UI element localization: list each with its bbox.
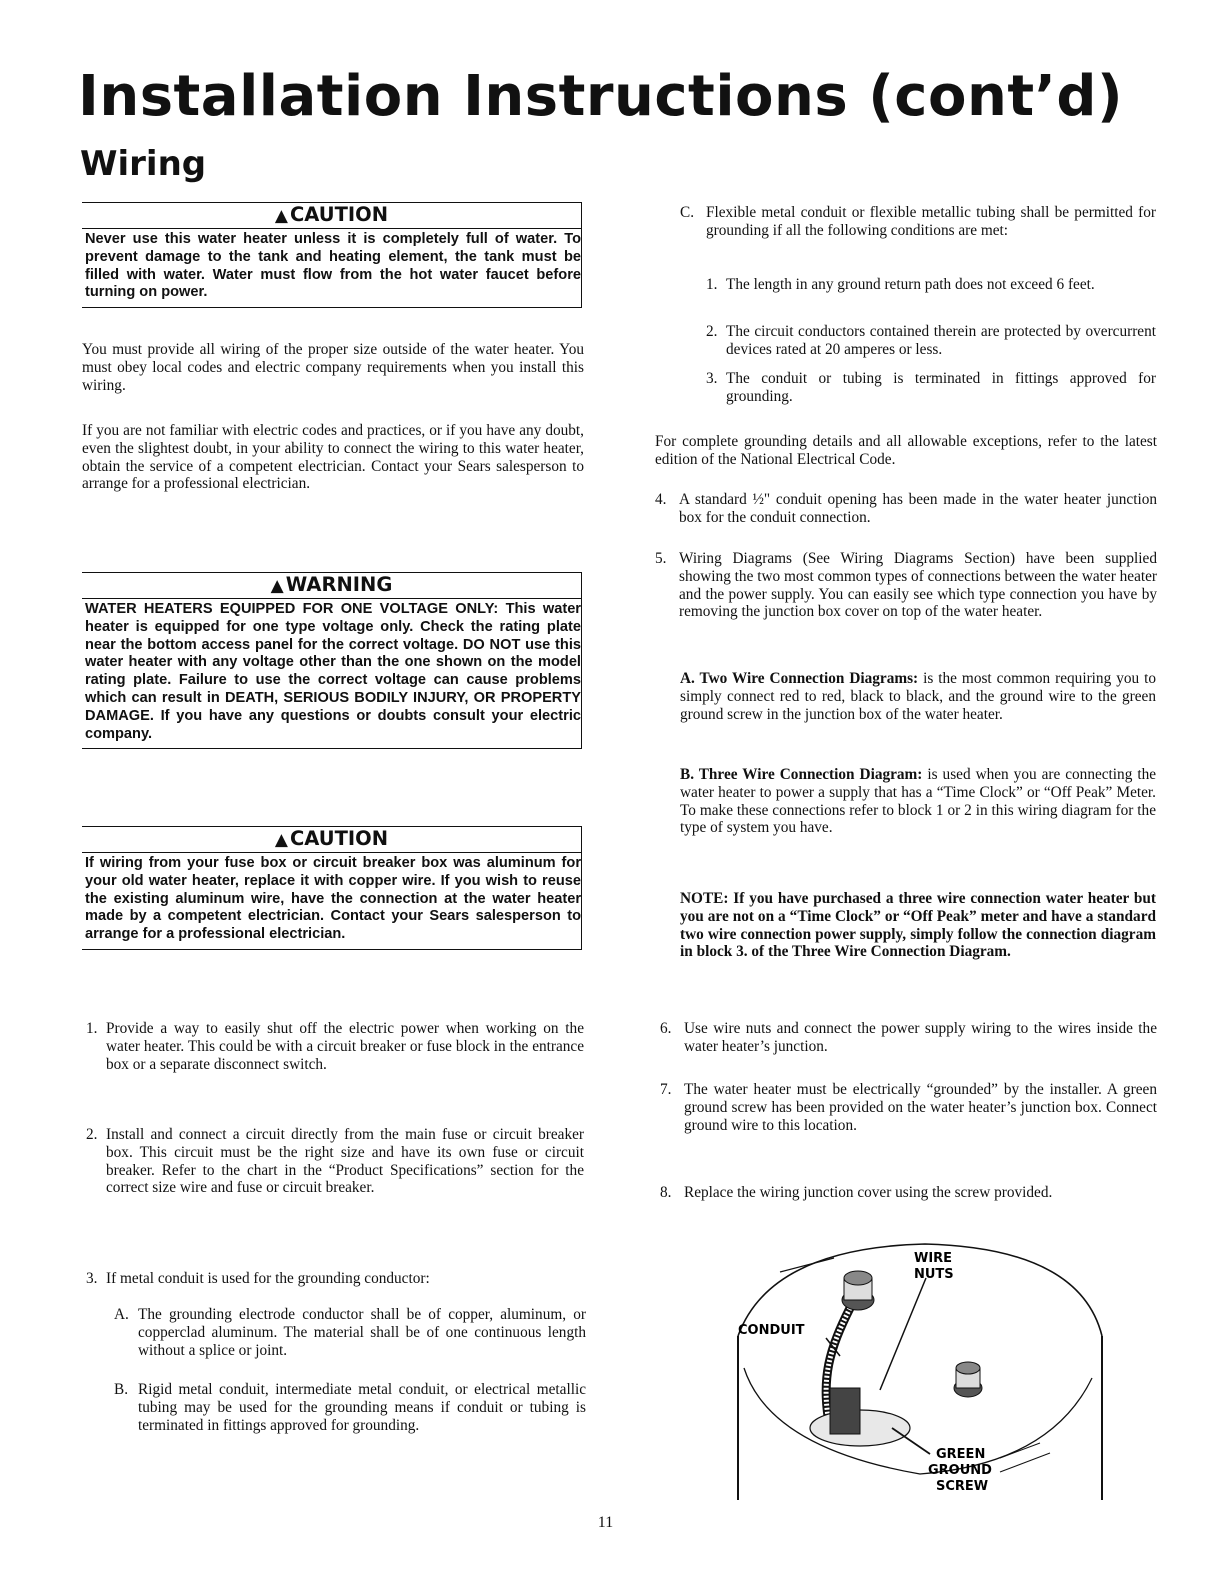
list-item: 4. A standard ½" conduit opening has been made in the water heater junction box for the conduit connection. [655,491,1157,526]
note-paragraph: NOTE: If you have purchased a three wire connection water heater but you are not on a “Time Clock” or “Off Peak” meter and have a standard two wire connection power supply, simply follow the connection diagram in block 3. of the Three Wire Connection Diagram. [680,890,1156,961]
list-item: 6. Use wire nuts and connect the power supply wiring to the wires inside the water heater’s junction. [660,1020,1157,1055]
list-item: C. Flexible metal conduit or flexible metallic tubing shall be permitted for grounding if all the following conditions are met: [680,204,1156,239]
list-item: 8. Replace the wiring junction cover using the screw provided. [660,1184,1053,1201]
warning-box [82,572,582,749]
list-item: A. The grounding electrode conductor shall be of copper, aluminum, or copperclad aluminum. The material shall be of one continuous length without a splice or joint. [114,1306,586,1359]
caution-label: CAUTION [289,827,389,850]
list-item: B. Rigid metal conduit, intermediate metal conduit, or electrical metallic tubing may be used for the grounding means if conduit or tubing is terminated in fittings approved for grounding. [114,1381,586,1434]
list-item: 3. The conduit or tubing is terminated in fittings approved for grounding. [706,370,1156,405]
wire-nut-fitting [842,1271,874,1310]
nec-paragraph: For complete grounding details and all allowable exceptions, refer to the latest edition of the National Electrical Code. [655,433,1157,468]
screw-label: SCREW [936,1479,989,1494]
electrician-paragraph: If you are not familiar with electric codes and practices, or if you have any doubt, even the slightest doubt, in your ability to connect the wiring to this water heater, obtain the service of a competent electrician. Contact your Sears salesperson to arrange for a professional electrician. [82,422,584,493]
wire-nut-fitting [954,1362,982,1397]
ground-label: GROUND [928,1463,992,1478]
wire-label: WIRE [914,1251,953,1266]
wiring-requirements-paragraph: You must provide all wiring of the proper size outside of the water heater. You must obey local codes and electric company requirements when you install this wiring. [82,341,584,394]
three-wire-paragraph: B. Three Wire Connection Diagram: is used when you are connecting the water heater to power a supply that has a “Time Clock” or “Off Peak” Meter. To make these connections refer to block 1 or 2 in this wiring diagram for the type of system you have. [680,766,1157,837]
list-item: 7. The water heater must be electrically “grounded” by the installer. A green ground screw has been provided on the water heater’s junction box. Connect ground wire to this location. [660,1081,1157,1134]
warning-label: WARNING [285,573,393,596]
list-item: 5. Wiring Diagrams (See Wiring Diagrams Section) have been supplied showing the two most common types of connections between the water heater and the power supply. You can easily see which type connection you have by removing the junction box cover on top of the water heater. [655,550,1157,621]
page-number: 11 [597,1514,614,1531]
list-item: 2. Install and connect a circuit directly from the main fuse or circuit breaker box. This circuit must be the right size and have its own fuse or circuit breaker. Refer to the chart in the “Product Specifications” section for the correct size wire and fuse or circuit breaker. [86,1126,584,1197]
caution-aluminum-text: If wiring from your fuse box or circuit breaker box was aluminum for your old water heater, replace it with copper wire. If you wish to reuse the existing aluminum wire, have the connection at the water heater made by a competent electrician. Contact your Sears salesperson to arrange for a professional electrician. [85,855,581,943]
section-title: Wiring [80,144,207,184]
warning-text: WATER HEATERS EQUIPPED FOR ONE VOLTAGE ONLY: This water heater is equipped for one type voltage only. Check the rating plate near the bottom access panel for the correct voltage. DO NOT use this water heater with any voltage other than the one shown on the model rating plate. Failure to use the correct voltage can cause problems which can result in DEATH, SERIOUS BODILY INJURY, OR PROPERTY DAMAGE. If you have any questions or doubts consult your electric company. [85,601,581,742]
list-item: 3. If metal conduit is used for the grounding conductor: [86,1270,430,1287]
list-item: 1. Provide a way to easily shut off the electric power when working on the water heater. This could be with a circuit breaker or fuse block in the entrance box or a separate disconnect switch. [86,1020,584,1073]
water-heater-wiring-diagram [730,1238,1110,1500]
nuts-label: NUTS [914,1267,954,1282]
warning-triangle-icon: ▲ [274,830,288,850]
junction-box-body [830,1388,860,1434]
two-wire-paragraph: A. Two Wire Connection Diagrams: is the most common requiring you to simply connect red to red, black to black, and the ground wire to the green ground screw in the junction box of the water heater. [680,670,1157,723]
conduit-label: CONDUIT [738,1323,805,1338]
warning-triangle-icon: ▲ [270,576,284,596]
caution-box-aluminum [82,826,582,950]
caution-text: Never use this water heater unless it is completely full of water. To prevent damage to the tank and heating element, the tank must be filled with water. Water must flow from the hot water faucet before turning on power. [85,231,581,301]
list-item: 1. The length in any ground return path does not exceed 6 feet. [706,276,1095,293]
caution-box [82,202,582,308]
warning-triangle-icon: ▲ [274,206,288,226]
page-title: Installation Instructions (cont’d) [78,64,1124,129]
green-label: GREEN [936,1447,986,1462]
caution-label: CAUTION [289,203,389,226]
list-item: 2. The circuit conductors contained therein are protected by overcurrent devices rated at 20 amperes or less. [706,323,1156,358]
